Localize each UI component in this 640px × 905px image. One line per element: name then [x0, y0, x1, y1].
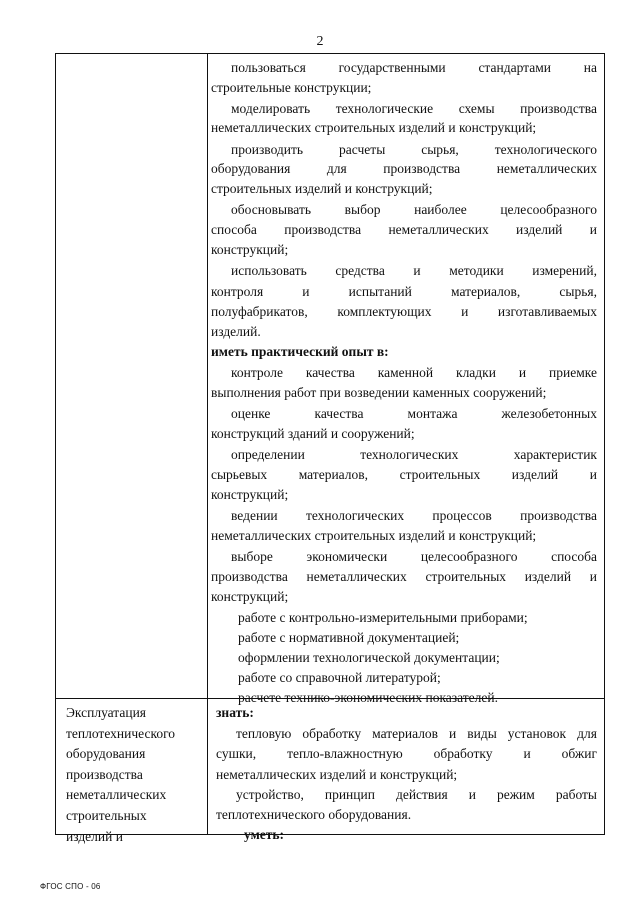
text-line	[231, 365, 597, 381]
word: моделировать	[231, 101, 311, 116]
text-line	[211, 161, 597, 177]
text-line: конструкций;	[211, 487, 289, 502]
word: неметаллических	[306, 569, 407, 584]
word: и	[589, 569, 597, 584]
module-name-line: теплотехнического	[66, 725, 176, 741]
word: установок	[507, 726, 567, 741]
word: приемке	[549, 365, 597, 380]
text-line: выполнения работ при возведении каменных сооружений;	[211, 385, 547, 400]
word: каменной	[377, 365, 434, 380]
text-line	[211, 467, 597, 483]
word: виды	[467, 726, 497, 741]
word: полуфабрикатов,	[211, 304, 308, 319]
word: обжиг	[561, 746, 597, 761]
module-name-line: неметаллических	[66, 787, 167, 803]
word: стандартами	[478, 60, 551, 75]
word: экономически	[306, 549, 388, 564]
table-row	[56, 699, 604, 844]
word: и	[523, 746, 531, 761]
word: комплектующих	[337, 304, 432, 319]
word: производства	[211, 569, 288, 584]
text-line	[231, 508, 597, 524]
section-heading: иметь практический опыт в:	[211, 344, 389, 359]
module-name-cell	[56, 54, 208, 698]
text-line: работе со справочной литературой;	[238, 670, 441, 685]
word: ведении	[231, 508, 278, 523]
text-line	[211, 222, 597, 238]
word: и	[449, 726, 457, 741]
word: целесообразного	[420, 549, 518, 564]
word: способа	[551, 549, 597, 564]
word: обработку	[302, 726, 362, 741]
word: монтажа	[407, 406, 458, 421]
competency-table	[55, 53, 605, 844]
text-line: расчете технико-экономических показателей.	[238, 690, 498, 705]
footer-code: ФГОС СПО - 06	[40, 882, 101, 891]
word: изделий	[516, 222, 563, 237]
word: измерений,	[532, 263, 597, 278]
word: и	[589, 222, 597, 237]
word: обработку	[433, 746, 493, 761]
word: производства	[520, 101, 597, 116]
word: неметаллических	[496, 161, 597, 176]
word: испытаний	[348, 284, 412, 299]
word: использовать	[231, 263, 307, 278]
text-line: конструкций;	[211, 242, 289, 257]
text-line	[231, 60, 597, 76]
word: кладки	[456, 365, 496, 380]
word: выбор	[344, 202, 381, 217]
word: тепло-влажностную	[287, 746, 403, 761]
word: устройство,	[236, 787, 304, 802]
word: строительных	[399, 467, 481, 482]
word: материалов,	[451, 284, 521, 299]
text-line	[211, 304, 597, 320]
word: производства	[284, 222, 362, 237]
word: для	[577, 726, 597, 741]
text-line: строительных изделий и конструкций;	[211, 181, 433, 196]
word: производства	[383, 161, 461, 176]
word: и	[302, 284, 310, 299]
table-row	[56, 54, 604, 705]
module-name-line: оборудования	[66, 746, 146, 762]
text-line	[231, 142, 597, 158]
word: технологического	[494, 142, 597, 157]
text-line	[231, 202, 597, 218]
text-line	[211, 284, 597, 300]
word: схемы	[458, 101, 495, 116]
section-heading: уметь:	[244, 827, 285, 842]
word: действия	[395, 787, 448, 802]
word: оценке	[231, 406, 271, 421]
word: средства	[335, 263, 385, 278]
text-line	[231, 101, 597, 117]
word: изготавливаемых	[497, 304, 597, 319]
module-name	[66, 703, 204, 847]
word: материалов,	[298, 467, 369, 482]
text-line	[211, 569, 597, 585]
word: определении	[231, 447, 305, 462]
word: методики	[449, 263, 504, 278]
word: целесообразного	[500, 202, 597, 217]
text-line: работе с нормативной документацией;	[238, 630, 460, 645]
text-line: неметаллических изделий и конструкций;	[216, 767, 458, 782]
word: способа	[211, 222, 257, 237]
text-line	[236, 787, 597, 803]
text-line	[231, 447, 597, 463]
word: обосновывать	[231, 202, 312, 217]
text-line: конструкций;	[211, 589, 289, 604]
word: технологических	[305, 508, 405, 523]
word: и	[468, 787, 476, 802]
word: наиболее	[414, 202, 467, 217]
word: выборе	[231, 549, 273, 564]
text-line	[216, 746, 597, 762]
text-line	[231, 263, 597, 279]
module-name-line: строительных	[66, 807, 147, 823]
text-line: теплотехнического оборудования.	[216, 807, 412, 822]
word: сырья,	[559, 284, 597, 299]
word: технологические	[335, 101, 434, 116]
word: пользоваться	[231, 60, 306, 75]
requirements-cell	[208, 54, 604, 705]
word: сушки,	[216, 746, 257, 761]
word: режим	[496, 787, 535, 802]
word: и	[413, 263, 421, 278]
word: железобетонных	[501, 406, 597, 421]
word: и	[518, 365, 527, 380]
word: работы	[555, 787, 597, 802]
word: оборудования	[211, 161, 291, 176]
word: сырья,	[421, 142, 459, 157]
text-line: конструкций зданий и сооружений;	[211, 426, 415, 441]
text-line: оформлении технологической документации;	[238, 650, 500, 665]
text-line	[236, 726, 597, 742]
word: и	[461, 304, 469, 319]
text-line: неметаллических строительных изделий и конструкций;	[211, 120, 537, 135]
module-name-cell	[56, 699, 208, 844]
word: государственными	[338, 60, 446, 75]
word: тепловую	[236, 726, 292, 741]
module-name-line: изделий и	[66, 828, 123, 844]
text-line: работе с контрольно-измерительными приборами;	[238, 610, 528, 625]
word: технологических	[360, 447, 459, 462]
word: изделий	[511, 467, 559, 482]
requirements-cell	[208, 699, 604, 842]
text-line: строительные конструкции;	[211, 80, 372, 95]
word: процессов	[432, 508, 492, 523]
word: строительных	[425, 569, 507, 584]
module-name-line: производства	[66, 766, 143, 782]
text-line: неметаллических строительных изделий и конструкций;	[211, 528, 537, 543]
word: на	[583, 60, 597, 75]
word: производить	[231, 142, 304, 157]
text-line	[231, 549, 597, 565]
word: принцип	[324, 787, 375, 802]
word: материалов	[372, 726, 439, 741]
word: качества	[305, 365, 355, 380]
word: сырьевых	[211, 467, 268, 482]
text-line	[231, 406, 597, 422]
word: характеристик	[513, 447, 597, 462]
word: качества	[314, 406, 364, 421]
word: производства	[520, 508, 597, 523]
word: для	[326, 161, 347, 176]
module-name-line: Эксплуатация	[66, 705, 147, 720]
word: неметаллических	[388, 222, 489, 237]
word: контроле	[231, 365, 283, 380]
text-line: изделий.	[211, 324, 261, 339]
word: контроля	[211, 284, 264, 299]
word: изделий	[524, 569, 572, 584]
page-number: 2	[316, 34, 324, 49]
word: и	[589, 467, 597, 482]
word: расчеты	[339, 142, 386, 157]
section-heading: знать:	[216, 705, 254, 720]
